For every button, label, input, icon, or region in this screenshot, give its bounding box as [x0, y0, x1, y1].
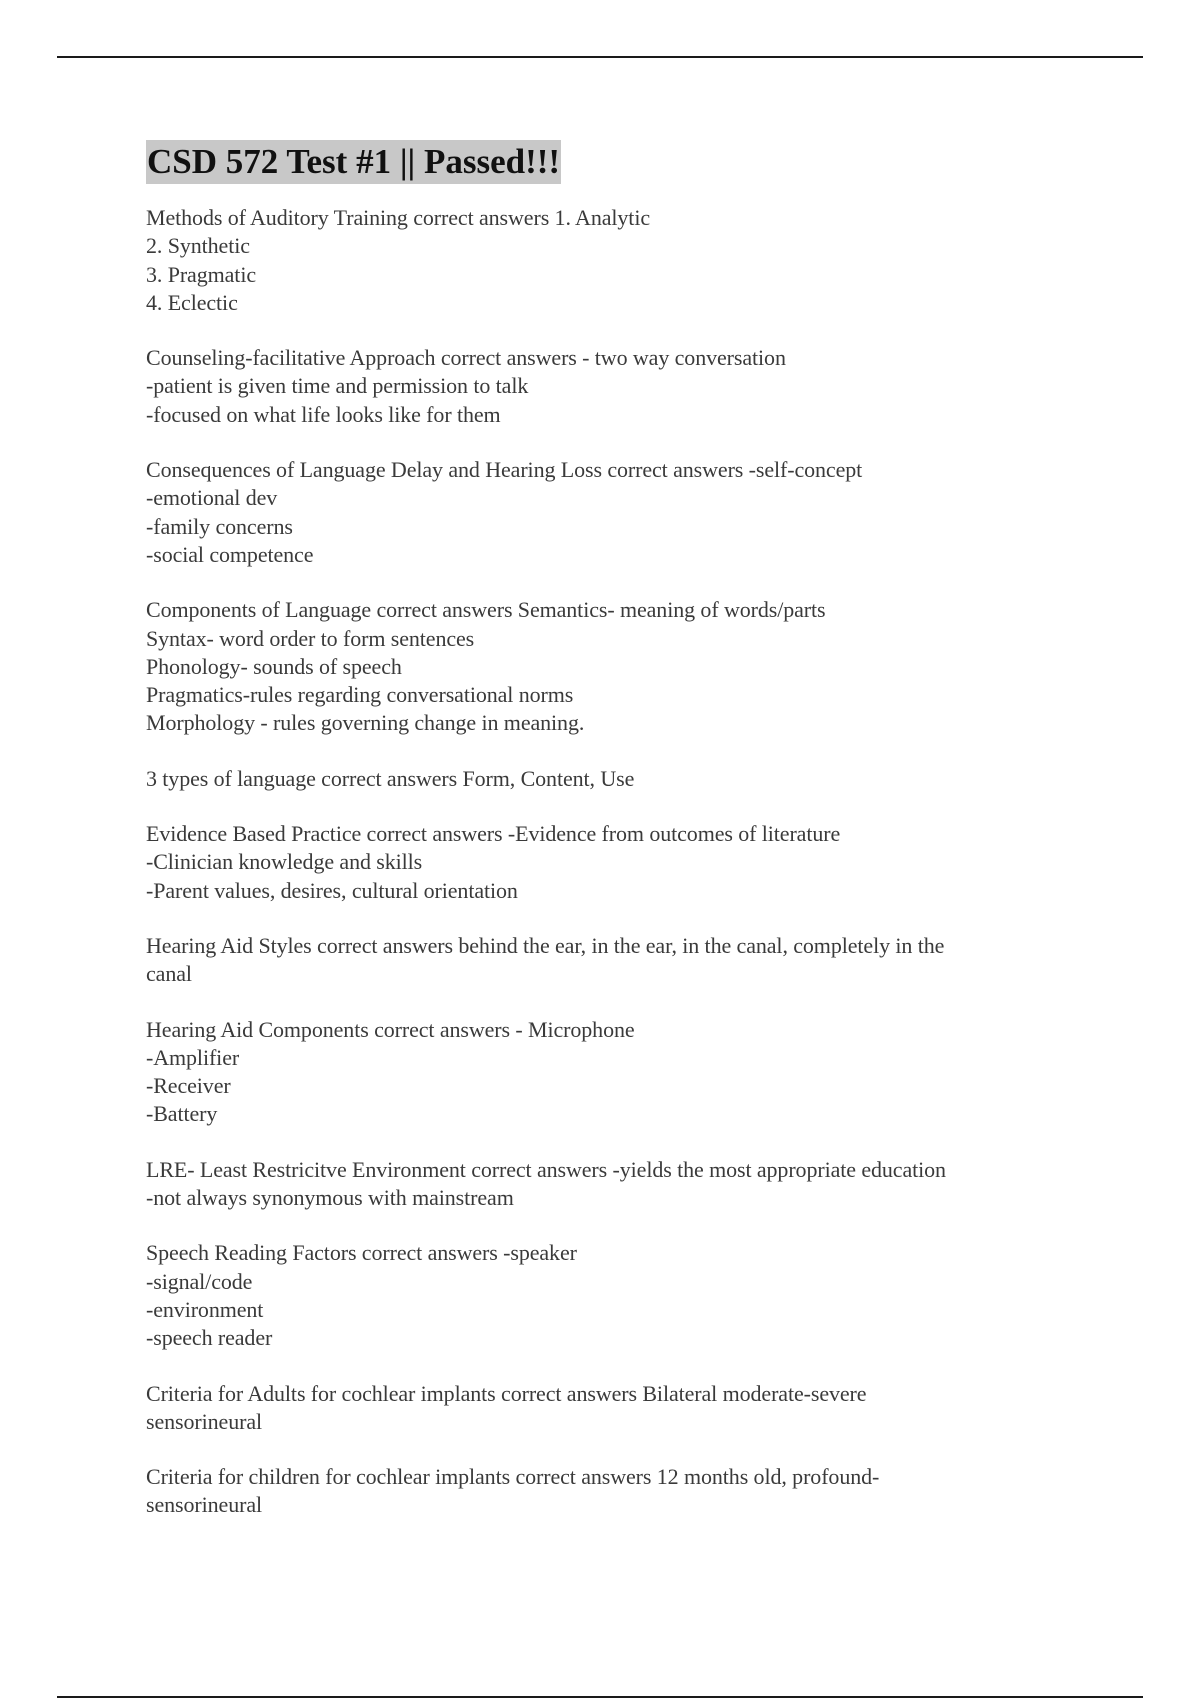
bottom-rule	[57, 1696, 1143, 1698]
entry-evidence-based-practice: Evidence Based Practice correct answers -Evidence from outcomes of literature -Clinician knowledge and skills -Parent values, desires, cultural orientation	[146, 821, 841, 903]
entry-lre: LRE- Least Restricitve Environment correct answers -yields the most appropriate education -not always synonymous with mainstream	[146, 1156, 946, 1211]
document-title: CSD 572 Test #1 || Passed!!!	[146, 140, 561, 184]
entry-counseling-approach: Counseling-facilitative Approach correct answers - two way conversation -patient is given time and permission to talk -focused on what life looks like for them	[146, 345, 786, 427]
entry-language-delay-consequences: Consequences of Language Delay and Hearing Loss correct answers -self-concept -emotional dev -family concerns -social competence	[146, 457, 863, 567]
entry-auditory-training-methods: Methods of Auditory Training correct answers 1. Analytic 2. Synthetic 3. Pragmatic 4. Eclectic	[146, 205, 650, 315]
entry-hearing-aid-styles: Hearing Aid Styles correct answers behind the ear, in the ear, in the canal, completely in the canal	[146, 932, 945, 987]
entry-list	[146, 204, 1056, 1520]
document-body	[146, 140, 1056, 1547]
entry-speech-reading-factors: Speech Reading Factors correct answers -speaker -signal/code -environment -speech reader	[146, 1240, 577, 1351]
entry-adult-cochlear-criteria: Criteria for Adults for cochlear implants correct answers Bilateral moderate-severe sensorineural	[146, 1380, 867, 1434]
entry-language-types: 3 types of language correct answers Form, Content, Use	[146, 765, 635, 791]
entry-child-cochlear-criteria: Criteria for children for cochlear implants correct answers 12 months old, profound- sensorineural	[146, 1464, 880, 1518]
entry-hearing-aid-components: Hearing Aid Components correct answers - Microphone -Amplifier -Receiver -Battery	[146, 1016, 635, 1127]
top-rule	[57, 56, 1143, 58]
entry-language-components: Components of Language correct answers Semantics- meaning of words/parts Syntax- word order to form sentences Phonology- sounds of speech Pragmatics-rules regarding conversational norms Morphology - rules governing change in meaning.	[146, 597, 826, 736]
